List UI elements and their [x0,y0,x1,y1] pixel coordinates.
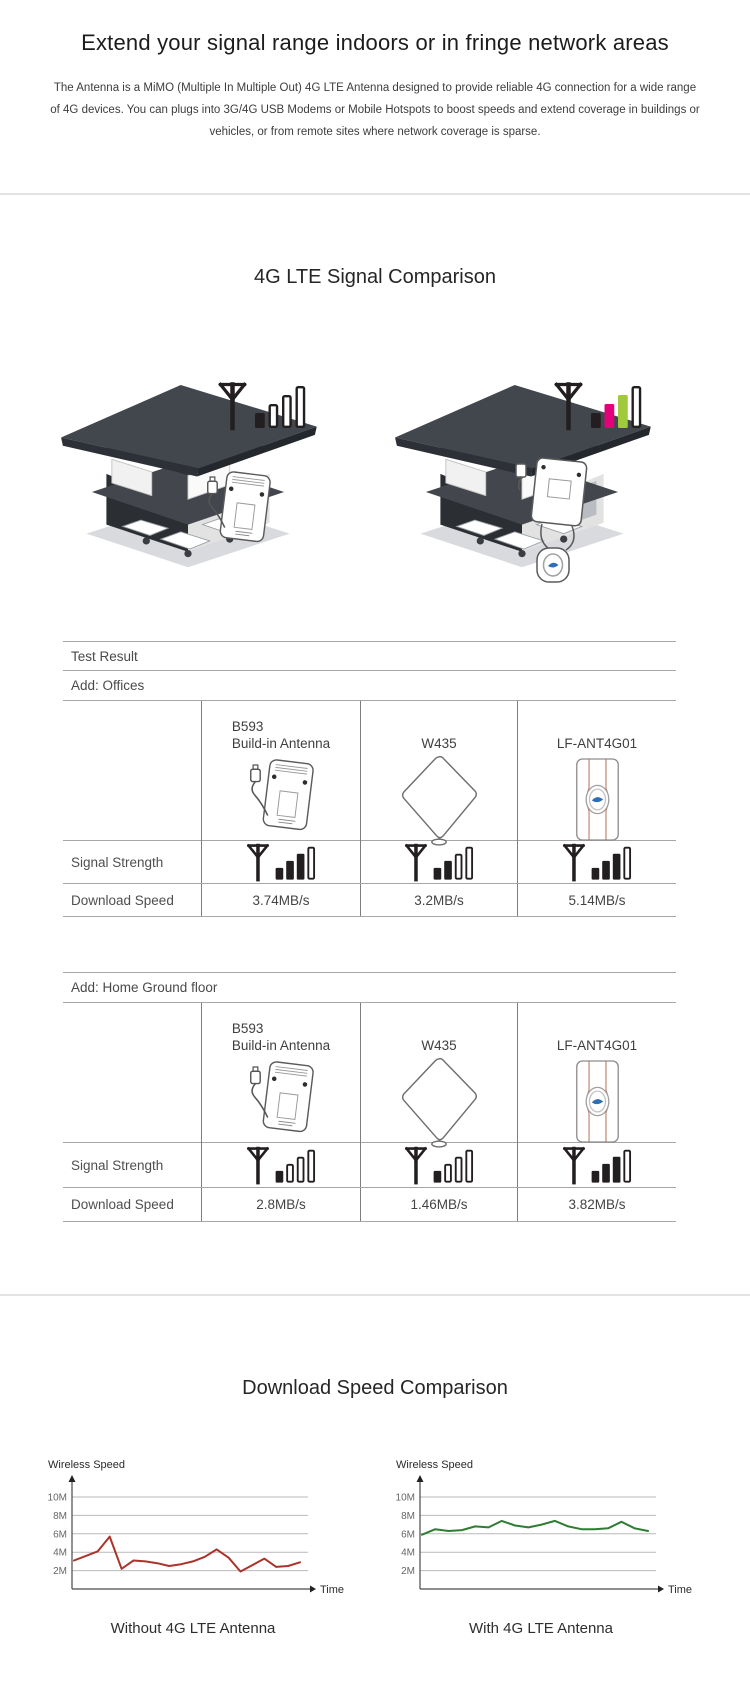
row-label: Download Speed [71,1197,174,1212]
row-label: Signal Strength [71,854,164,870]
svg-text:8M: 8M [53,1510,67,1522]
svg-text:4M: 4M [53,1547,67,1559]
product-name [232,1012,330,1054]
product-header-row [63,701,676,841]
svg-text:2M: 2M [401,1566,415,1578]
download-speed-value: 1.46MB/s [360,1188,517,1221]
product-name-line: W435 [421,1038,457,1053]
svg-text:4M: 4M [401,1547,415,1559]
signal-strength-icon [552,380,645,431]
table-location-row [63,671,676,701]
product-cell-w435 [360,1003,517,1148]
chart-caption-with: With 4G LTE Antenna [469,1620,613,1637]
product-name-line: W435 [421,736,457,751]
table-location-row [63,972,676,1003]
product-name [557,1012,637,1054]
svg-text:10M: 10M [47,1492,67,1504]
test-result-table-offices [63,641,676,917]
section-divider [0,193,750,195]
speed-comparison-heading: Download Speed Comparison [242,1377,508,1399]
w435-antenna-image [361,752,517,846]
svg-text:Time: Time [320,1584,345,1596]
signal-strength-row [63,841,676,884]
test-result-table-home [63,972,676,1222]
svg-text:6M: 6M [53,1529,67,1541]
w435-antenna-image [361,1054,517,1148]
signal-comparison-heading: 4G LTE Signal Comparison [254,266,496,288]
line-chart-with-antenna [386,1455,696,1613]
table-location: Add: Home Ground floor [71,980,218,995]
product-name-line: B593 [231,1021,264,1036]
download-speed-value: 3.2MB/s [360,884,517,916]
product-cell-b593 [201,701,360,846]
table-title-row [63,641,676,671]
signal-strength-icon [216,380,309,431]
product-name [421,710,456,752]
section-divider [0,1294,750,1296]
download-speed-row [63,1188,676,1222]
product-name [557,710,637,752]
product-cell-lf-ant4g01 [517,1003,676,1148]
download-speed-value: 2.8MB/s [201,1188,360,1221]
lf-ant4g01-antenna-image [518,1054,676,1148]
empty-cell [63,701,201,846]
signal-strength-icon [517,1143,676,1187]
svg-text:Wireless Speed: Wireless Speed [48,1459,126,1471]
row-label: Download Speed [71,892,174,908]
product-cell-b593 [201,1003,360,1148]
svg-text:Time: Time [668,1584,693,1596]
chart-caption-without: Without 4G LTE Antenna [110,1620,276,1637]
product-header-row [63,1003,676,1143]
signal-strength-row [63,1143,676,1188]
download-speed-row [63,884,676,917]
signal-strength-icon [201,1143,360,1187]
product-cell-lf-ant4g01 [517,701,676,846]
product-name-line: LF-ANT4G01 [556,1038,638,1053]
download-speed-value: 5.14MB/s [517,884,676,916]
product-cell-w435 [360,701,517,846]
table-title: Test Result [71,648,138,664]
signal-strength-icon [360,841,517,883]
empty-cell [63,1003,201,1148]
b593-router-image [202,752,360,846]
product-name-line: LF-ANT4G01 [556,736,638,751]
signal-strength-icon [360,1143,517,1187]
svg-text:8M: 8M [401,1510,415,1522]
download-speed-value: 3.82MB/s [517,1188,676,1221]
lf-ant4g01-antenna-image [518,752,676,846]
router-with-external-antenna-image [508,452,600,584]
b593-router-image [200,468,276,555]
product-name [232,710,330,752]
page-title: Extend your signal range indoors or in fringe network areas [81,30,669,55]
hero-description: The Antenna is a MiMO (Multiple In Multiple Out) 4G LTE Antenna designed to provide reliable 4G connection for a wide range of 4G devices. You can plugs into 3G/4G USB Modems or Mobile Hotspots to boost speeds and extend coverage in buildings or vehicles, or from remote sites where network coverage is sparse. [50,82,700,138]
product-name-line: Build-in Antenna [231,1038,331,1053]
signal-strength-icon [517,841,676,883]
download-speed-value: 3.74MB/s [201,884,360,916]
product-name [421,1012,456,1054]
signal-strength-icon [201,841,360,883]
b593-router-image [202,1054,360,1148]
row-label: Signal Strength [71,1157,164,1173]
svg-text:6M: 6M [401,1529,415,1541]
product-name-line: B593 [231,719,264,734]
line-chart-without-antenna [38,1455,348,1613]
table-location: Add: Offices [71,678,145,693]
svg-text:Wireless Speed: Wireless Speed [396,1459,474,1471]
svg-text:10M: 10M [395,1492,415,1504]
svg-text:2M: 2M [53,1566,67,1578]
product-name-line: Build-in Antenna [231,736,331,751]
